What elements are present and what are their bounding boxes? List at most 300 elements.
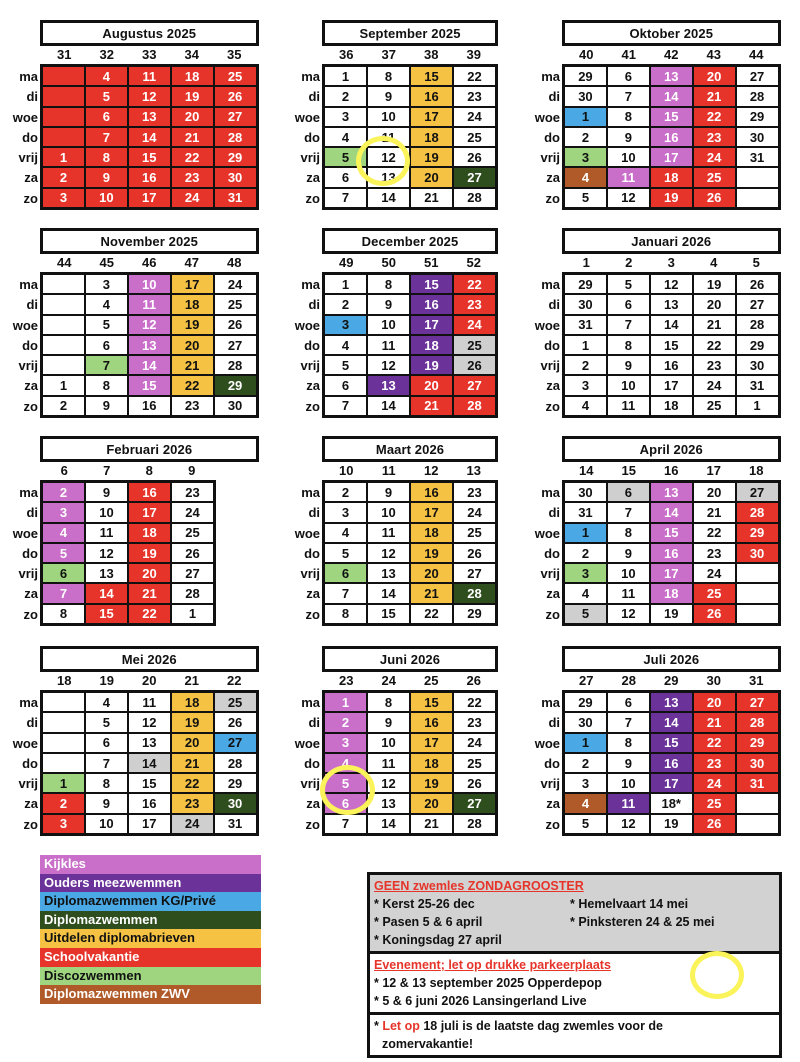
- day-cell: 1: [565, 524, 606, 542]
- day-cell: 20: [172, 734, 213, 752]
- day-cell: 10: [368, 734, 409, 752]
- empty-cell: [43, 336, 84, 354]
- day-cell: 20: [694, 295, 735, 313]
- day-label: vrij: [18, 776, 38, 792]
- day-cell: 31: [737, 148, 778, 166]
- month-title: September 2025: [322, 20, 498, 46]
- day-cell: 8: [368, 693, 409, 711]
- day-cell: 11: [608, 584, 649, 602]
- holiday-pasen: * Pasen 5 & 6 april: [374, 915, 483, 929]
- day-cell: 20: [694, 483, 735, 501]
- no-lessons-row: [374, 895, 775, 913]
- day-cell: 18*: [651, 794, 692, 812]
- day-cell: 22: [411, 605, 452, 623]
- day-labels: [522, 693, 562, 835]
- day-cell: 3: [325, 108, 366, 126]
- day-cell: 24: [454, 316, 495, 334]
- week-number: 19: [99, 673, 114, 688]
- empty-cell: [737, 584, 778, 602]
- day-cell: 6: [608, 693, 649, 711]
- day-cell: 14: [368, 584, 409, 602]
- day-labels: [282, 693, 322, 835]
- day-cell: 8: [86, 376, 127, 394]
- day-cell: 3: [565, 376, 606, 394]
- day-grid: [562, 64, 781, 210]
- day-cell: 23: [694, 356, 735, 374]
- day-grid: [40, 272, 259, 418]
- week-numbers: [43, 46, 256, 64]
- day-cell: 30: [737, 356, 778, 374]
- day-cell: 2: [565, 754, 606, 772]
- day-label: zo: [23, 190, 38, 206]
- day-cell: 8: [86, 148, 127, 166]
- day-cell: 21: [694, 316, 735, 334]
- no-lessons-section: [370, 875, 779, 951]
- day-cell: 4: [43, 524, 84, 542]
- day-label: do: [304, 337, 320, 353]
- day-cell: 23: [694, 544, 735, 562]
- day-cell: 6: [86, 336, 127, 354]
- day-cell: 22: [694, 524, 735, 542]
- day-cell: 4: [565, 168, 606, 186]
- empty-cell: [737, 794, 778, 812]
- day-label: di: [26, 297, 38, 313]
- day-labels: [0, 275, 40, 417]
- day-cell: 26: [215, 316, 256, 334]
- day-cell: 30: [737, 544, 778, 562]
- day-cell: 6: [86, 734, 127, 752]
- day-cell: 20: [129, 564, 170, 582]
- no-lessons-row: [374, 913, 775, 931]
- day-cell: 7: [43, 584, 84, 602]
- day-cell: 10: [608, 376, 649, 394]
- day-cell: 19: [411, 148, 452, 166]
- day-cell: 29: [737, 108, 778, 126]
- day-cell: 17: [651, 774, 692, 792]
- day-cell: 23: [454, 295, 495, 313]
- day-cell: 18: [172, 693, 213, 711]
- day-cell: 18: [172, 67, 213, 85]
- day-labels: [282, 275, 322, 417]
- day-cell: 20: [172, 336, 213, 354]
- day-cell: 20: [694, 693, 735, 711]
- day-cell: 1: [325, 67, 366, 85]
- day-cell: 10: [608, 148, 649, 166]
- last-day-note: * Let op 18 juli is de laatste dag zwemles voor de: [374, 1019, 663, 1033]
- day-cell: 19: [651, 605, 692, 623]
- day-cell: 11: [129, 693, 170, 711]
- day-cell: 8: [608, 336, 649, 354]
- week-numbers: [43, 672, 256, 690]
- day-label: za: [546, 378, 560, 394]
- day-cell: 4: [565, 397, 606, 415]
- day-cell: 12: [86, 544, 127, 562]
- day-cell: 31: [737, 376, 778, 394]
- week-number: 34: [184, 47, 199, 62]
- day-label: do: [544, 337, 560, 353]
- day-label: vrij: [540, 358, 560, 374]
- day-cell: 24: [172, 189, 213, 207]
- day-labels: [522, 67, 562, 209]
- day-cell: 24: [454, 108, 495, 126]
- day-cell: 1: [43, 376, 84, 394]
- week-number: 12: [424, 463, 439, 478]
- day-cell: 19: [411, 544, 452, 562]
- day-cell: 23: [454, 483, 495, 501]
- day-cell: 25: [694, 794, 735, 812]
- week-number: 48: [227, 255, 242, 270]
- event-opperdepop: * 12 & 13 september 2025 Opperdepop: [374, 976, 602, 990]
- day-label: di: [548, 297, 560, 313]
- week-numbers: [43, 462, 213, 480]
- day-cell: 26: [694, 815, 735, 833]
- day-cell: 7: [325, 584, 366, 602]
- day-cell: 3: [565, 148, 606, 166]
- day-label: ma: [541, 277, 560, 292]
- day-cell: 5: [325, 774, 366, 792]
- day-cell: 12: [651, 275, 692, 293]
- day-cell: 12: [368, 544, 409, 562]
- day-labels: [0, 693, 40, 835]
- week-number: 17: [706, 463, 721, 478]
- day-cell: 21: [172, 356, 213, 374]
- day-cell: 24: [694, 148, 735, 166]
- week-number: 35: [227, 47, 242, 62]
- day-cell: 30: [565, 87, 606, 105]
- day-cell: 18: [651, 168, 692, 186]
- day-cell: 22: [172, 774, 213, 792]
- week-number: 13: [466, 463, 481, 478]
- day-cell: 31: [565, 503, 606, 521]
- day-cell: 22: [172, 376, 213, 394]
- day-cell: 28: [737, 316, 778, 334]
- day-label: zo: [305, 398, 320, 414]
- empty-cell: [43, 356, 84, 374]
- day-cell: 11: [368, 524, 409, 542]
- day-cell: 15: [129, 376, 170, 394]
- week-number: 14: [579, 463, 594, 478]
- day-cell: 17: [129, 189, 170, 207]
- day-cell: 8: [608, 524, 649, 542]
- day-cell: 25: [215, 67, 256, 85]
- day-cell: 15: [411, 275, 452, 293]
- day-cell: 23: [172, 168, 213, 186]
- day-label: do: [22, 337, 38, 353]
- day-cell: 26: [215, 713, 256, 731]
- day-cell: 17: [411, 734, 452, 752]
- day-cell: 4: [325, 754, 366, 772]
- week-numbers: [565, 46, 778, 64]
- day-cell: 27: [737, 295, 778, 313]
- day-label: do: [304, 755, 320, 771]
- day-label: di: [308, 297, 320, 313]
- day-cell: 9: [608, 128, 649, 146]
- week-number: 50: [381, 255, 396, 270]
- month-title: Juni 2026: [322, 646, 498, 672]
- day-cell: 11: [368, 754, 409, 772]
- day-cell: 11: [608, 168, 649, 186]
- day-label: zo: [305, 606, 320, 622]
- day-cell: 14: [651, 503, 692, 521]
- week-number: 45: [99, 255, 114, 270]
- day-cell: 28: [215, 356, 256, 374]
- day-cell: 29: [737, 336, 778, 354]
- day-label: do: [544, 129, 560, 145]
- day-cell: 16: [651, 356, 692, 374]
- day-cell: 20: [411, 564, 452, 582]
- day-cell: 12: [608, 189, 649, 207]
- week-number: 32: [99, 47, 114, 62]
- day-cell: 17: [651, 564, 692, 582]
- day-label: di: [308, 89, 320, 105]
- day-label: do: [544, 755, 560, 771]
- day-cell: 7: [608, 503, 649, 521]
- day-label: vrij: [300, 150, 320, 166]
- week-number: 30: [706, 673, 721, 688]
- day-grid: [40, 690, 259, 836]
- day-cell: 3: [86, 275, 127, 293]
- day-cell: 4: [86, 693, 127, 711]
- day-cell: 15: [86, 605, 127, 623]
- day-label: ma: [541, 695, 560, 710]
- day-cell: 3: [325, 503, 366, 521]
- day-cell: 11: [368, 336, 409, 354]
- day-cell: 7: [86, 754, 127, 772]
- day-cell: 24: [694, 376, 735, 394]
- day-cell: 26: [454, 356, 495, 374]
- day-cell: 9: [608, 356, 649, 374]
- empty-cell: [737, 189, 778, 207]
- day-cell: 19: [651, 815, 692, 833]
- day-cell: 2: [565, 356, 606, 374]
- day-label: zo: [545, 816, 560, 832]
- day-cell: 17: [411, 316, 452, 334]
- day-cell: 6: [43, 564, 84, 582]
- week-number: 3: [667, 255, 675, 270]
- day-cell: 5: [565, 189, 606, 207]
- legend-item-diploma: Diplomazwemmen: [40, 911, 261, 930]
- day-label: woe: [534, 109, 560, 125]
- day-cell: 27: [737, 693, 778, 711]
- day-label: woe: [534, 735, 560, 751]
- day-cell: 21: [411, 815, 452, 833]
- day-label: za: [546, 170, 560, 186]
- day-cell: 17: [172, 275, 213, 293]
- day-cell: 25: [454, 754, 495, 772]
- day-grid: [322, 480, 498, 626]
- day-cell: 7: [325, 189, 366, 207]
- day-label: zo: [545, 190, 560, 206]
- day-cell: 22: [454, 67, 495, 85]
- week-number: 26: [466, 673, 481, 688]
- week-number: 31: [57, 47, 72, 62]
- day-cell: 28: [172, 584, 213, 602]
- day-cell: 8: [608, 734, 649, 752]
- day-cell: 7: [608, 713, 649, 731]
- week-number: 51: [424, 255, 439, 270]
- legend-item-ouders: Ouders meezwemmen: [40, 874, 261, 893]
- let-op-label: Let op: [382, 1019, 420, 1033]
- week-number: 20: [142, 673, 157, 688]
- day-cell: 3: [565, 564, 606, 582]
- day-cell: 15: [651, 524, 692, 542]
- day-cell: 18: [411, 524, 452, 542]
- month-title: Februari 2026: [40, 436, 259, 462]
- week-number: 29: [664, 673, 679, 688]
- day-cell: 27: [215, 108, 256, 126]
- day-cell: 24: [694, 564, 735, 582]
- day-label: woe: [12, 735, 38, 751]
- day-cell: 16: [411, 87, 452, 105]
- day-label: do: [22, 545, 38, 561]
- holiday-pinksteren: * Pinksteren 24 & 25 mei: [570, 915, 715, 929]
- day-cell: 27: [454, 168, 495, 186]
- day-cell: 26: [737, 275, 778, 293]
- day-cell: 9: [368, 713, 409, 731]
- day-cell: 15: [651, 108, 692, 126]
- day-cell: 18: [651, 584, 692, 602]
- day-cell: 16: [411, 483, 452, 501]
- day-cell: 6: [86, 108, 127, 126]
- day-label: vrij: [540, 776, 560, 792]
- empty-cell: [43, 316, 84, 334]
- day-cell: 5: [565, 605, 606, 623]
- day-label: zo: [23, 606, 38, 622]
- day-cell: 24: [172, 503, 213, 521]
- day-cell: 23: [454, 713, 495, 731]
- week-number: 33: [142, 47, 157, 62]
- day-label: vrij: [300, 566, 320, 582]
- day-cell: 7: [608, 316, 649, 334]
- legend-item-brieven: Uitdelen diplomabrieven: [40, 929, 261, 948]
- day-cell: 10: [608, 564, 649, 582]
- day-cell: 5: [86, 316, 127, 334]
- day-label: za: [306, 586, 320, 602]
- day-cell: 8: [368, 275, 409, 293]
- day-cell: 10: [368, 316, 409, 334]
- empty-cell: [737, 605, 778, 623]
- day-cell: 2: [43, 483, 84, 501]
- month-title: Maart 2026: [322, 436, 498, 462]
- day-cell: 16: [651, 128, 692, 146]
- week-number: 42: [664, 47, 679, 62]
- day-cell: 11: [608, 397, 649, 415]
- day-label: ma: [541, 69, 560, 84]
- empty-cell: [43, 128, 84, 146]
- day-cell: 15: [651, 336, 692, 354]
- legend: [40, 855, 261, 1004]
- day-cell: 17: [651, 376, 692, 394]
- day-label: zo: [23, 816, 38, 832]
- day-cell: 18: [172, 295, 213, 313]
- week-numbers: [565, 254, 778, 272]
- day-label: za: [24, 796, 38, 812]
- day-grid: [562, 480, 781, 626]
- day-cell: 8: [368, 67, 409, 85]
- day-cell: 9: [86, 397, 127, 415]
- day-cell: 26: [694, 605, 735, 623]
- day-cell: 17: [411, 108, 452, 126]
- day-cell: 15: [411, 67, 452, 85]
- day-label: di: [548, 89, 560, 105]
- day-cell: 7: [86, 128, 127, 146]
- day-cell: 14: [129, 754, 170, 772]
- day-cell: 29: [737, 524, 778, 542]
- week-number: 23: [339, 673, 354, 688]
- day-cell: 6: [325, 564, 366, 582]
- day-cell: 21: [411, 189, 452, 207]
- day-cell: 16: [411, 713, 452, 731]
- day-cell: 5: [43, 544, 84, 562]
- day-cell: 9: [86, 168, 127, 186]
- week-number: 44: [57, 255, 72, 270]
- day-cell: 5: [565, 815, 606, 833]
- last-day-section: [370, 1015, 779, 1055]
- day-cell: 26: [215, 87, 256, 105]
- day-label: woe: [294, 109, 320, 125]
- day-cell: 15: [411, 693, 452, 711]
- week-number: 40: [579, 47, 594, 62]
- day-cell: 2: [43, 168, 84, 186]
- day-cell: 23: [172, 794, 213, 812]
- week-number: 39: [466, 47, 481, 62]
- day-cell: 9: [608, 544, 649, 562]
- day-label: di: [548, 715, 560, 731]
- day-cell: 19: [411, 774, 452, 792]
- day-cell: 28: [737, 713, 778, 731]
- day-cell: 4: [86, 295, 127, 313]
- empty-cell: [43, 754, 84, 772]
- day-cell: 2: [43, 794, 84, 812]
- day-cell: 30: [565, 483, 606, 501]
- day-grid: [562, 272, 781, 418]
- day-cell: 14: [368, 397, 409, 415]
- day-cell: 1: [43, 148, 84, 166]
- day-cell: 23: [454, 87, 495, 105]
- day-label: vrij: [18, 566, 38, 582]
- day-cell: 14: [368, 815, 409, 833]
- day-cell: 10: [368, 108, 409, 126]
- day-grid: [40, 480, 216, 626]
- day-cell: 6: [325, 376, 366, 394]
- day-cell: 25: [454, 128, 495, 146]
- legend-item-kijkles: Kijkles: [40, 855, 261, 874]
- day-cell: 17: [411, 503, 452, 521]
- day-cell: 14: [368, 189, 409, 207]
- day-cell: 17: [651, 148, 692, 166]
- week-number: 18: [749, 463, 764, 478]
- day-cell: 10: [129, 275, 170, 293]
- week-numbers: [565, 462, 778, 480]
- day-label: ma: [301, 69, 320, 84]
- day-label: di: [26, 505, 38, 521]
- day-cell: 11: [608, 794, 649, 812]
- week-number: 49: [339, 255, 354, 270]
- week-number: 7: [103, 463, 111, 478]
- day-cell: 21: [172, 754, 213, 772]
- day-cell: 1: [565, 336, 606, 354]
- day-label: ma: [19, 485, 38, 500]
- day-cell: 11: [129, 295, 170, 313]
- day-cell: 13: [651, 693, 692, 711]
- day-cell: 22: [694, 108, 735, 126]
- day-cell: 19: [651, 189, 692, 207]
- week-number: 24: [381, 673, 396, 688]
- week-number: 37: [381, 47, 396, 62]
- day-label: woe: [534, 525, 560, 541]
- day-label: za: [306, 796, 320, 812]
- week-number: 9: [188, 463, 196, 478]
